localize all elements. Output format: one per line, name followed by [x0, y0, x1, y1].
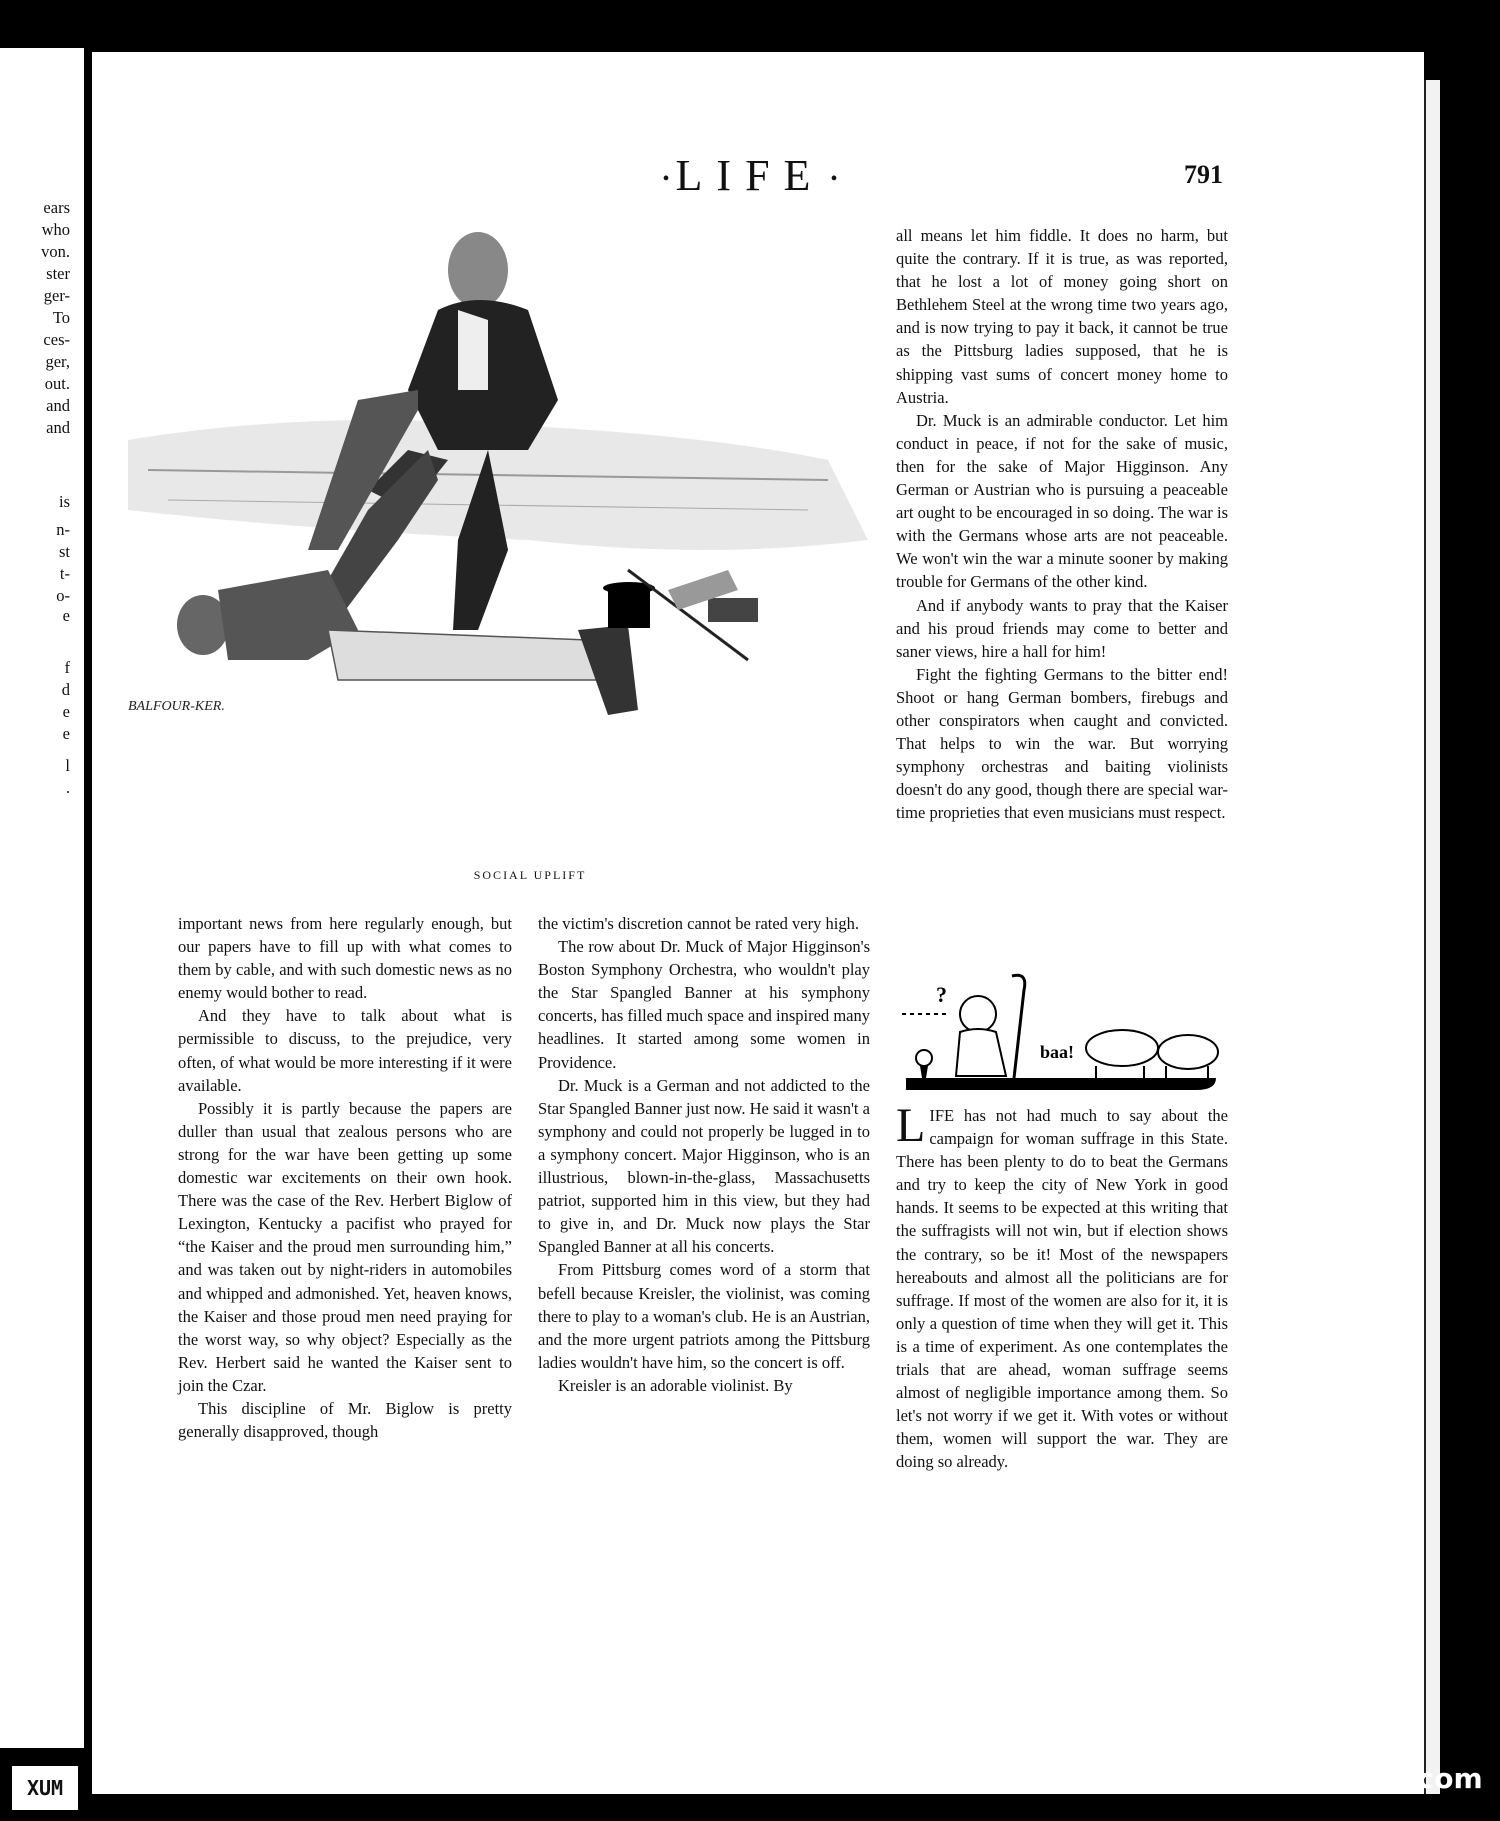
col1-paragraph: important news from here regularly enough, but our papers have to fill up with what comes to them by cable, and with such domestic news as no enemy would bother to read. — [178, 914, 512, 1003]
left-page-fragment: ces- — [43, 330, 70, 349]
col3-paragraph: all means let him fiddle. It does no harm, but quite the contrary. If it is true, as was reported, that he lost a lot of money going short on Bethlehem Steel at the wrong time two years ago, and is now trying to pay it back, it cannot be true as the Pittsburg ladies supposed, that he is shipping vast sums of concert money home to Austria. — [896, 226, 1228, 407]
left-page-fragment: ears — [43, 198, 70, 217]
illustration-caption: SOCIAL UPLIFT — [473, 868, 587, 882]
left-facing-page — [0, 48, 84, 1748]
left-page-fragment: ger- — [43, 286, 70, 305]
left-page-fragment: . — [65, 778, 70, 797]
left-page-fragment: and — [46, 418, 70, 437]
social-uplift-illustration — [108, 210, 878, 860]
left-page-fragment: e — [62, 724, 70, 743]
illustration-signature: BALFOUR-KER. — [128, 699, 225, 714]
col1-paragraph: And they have to talk about what is permissible to discuss, to the prejudice, very often, of what would be more interesting if it were available. — [178, 1006, 512, 1095]
left-page-fragment: who — [41, 220, 70, 239]
left-page-fragment: l — [65, 756, 70, 775]
left-page-fragment: e — [62, 606, 70, 625]
article-column-1 — [178, 912, 512, 1443]
left-page-fragment: ster — [46, 264, 70, 283]
article-column-4 — [896, 1099, 1228, 1474]
left-page-fragment: is — [58, 492, 70, 511]
left-page-fragment: t- — [59, 564, 70, 583]
masthead-dot-icon: • — [830, 168, 838, 191]
suffrage-vignette-drawing — [896, 966, 1232, 1094]
vignette-text: baa! — [1040, 1042, 1075, 1062]
left-page-fragment: o- — [56, 586, 70, 605]
masthead — [0, 150, 1500, 201]
suffrage-text: IFE has not had much to say about the campaign for woman suffrage in this State. There has been plenty to do to beat the Germans and try to keep the city of New York in good hands. It seems to be expected at this writing that the suffragists will not win, but if election shows the contrary, so be it! Most of the newspapers hereabouts and almost all the politicians are for suffrage. If most of the women are also for it, it is only a question of time when they will get it. This is a time of experiment. As one contemplates the trials that are ahead, woman suffrage seems almost of negligible importance among them. So let's not worry if we get it. With votes or without them, women will support the war. They are doing so already. — [896, 1106, 1228, 1472]
col3-paragraph: Dr. Muck is an admirable conductor. Let him conduct in peace, if not for the sake of music, then for the sake of Major Higginson. Any German or Austrian who is pursuing a peaceable art ought to be encouraged in so doing. The war is with the Germans whose arts are not peaceable. We won't win the war a minute sooner by making trouble for Germans of the other kind. — [896, 410, 1228, 592]
left-page-fragment: f — [64, 658, 70, 677]
site-watermark: comicbooks.com — [1222, 1762, 1483, 1795]
col2-paragraph: the victim's discretion cannot be rated very high. — [538, 914, 859, 933]
col2-paragraph: Dr. Muck is a German and not addicted to the Star Spangled Banner just now. He said it wasn't a symphony and could not properly be lugged in to a symphony concert. Major Higginson, who is an illustrious, blown-in-the-glass, Massachusetts patriot, supported him in this view, but they had to give in, and Dr. Muck now plays the Star Spangled Banner at all his concerts. — [538, 1075, 870, 1257]
col2-paragraph: Kreisler is an adorable violinist. By — [558, 1375, 793, 1395]
page-edge — [1424, 80, 1440, 1794]
left-page-fragment: ger, — [45, 352, 70, 371]
left-page-fragment: von. — [41, 242, 70, 261]
col1-paragraph: Possibly it is partly because the papers are duller than usual that zealous persons who are strong for the war have been getting up some domestic war excitements on their own hook. There was the case of the Rev. Herbert Biglow of Lexington, Kentucky a pacifist who prayed for “the Kaiser and the proud men surrounding him,” and was taken out by night-riders in automobiles and whipped and admonished. Yet, heaven knows, the Kaiser and those proud men need praying for the worst way, so why object? Especially as the Rev. Herbert said he wanted the Kaiser sent to join the Czar. — [178, 1098, 512, 1395]
masthead-title: LIFE — [675, 151, 825, 200]
dropcap: L — [896, 1099, 926, 1152]
article-column-2 — [538, 912, 870, 1397]
left-page-fragment: e — [62, 702, 70, 721]
col2-paragraph: From Pittsburg comes word of a storm that befell because Kreisler, the violinist, was coming there to play to a woman's club. He is an Austrian, and the more urgent patriots among the Pittsburg ladies wouldn't have him, so the concert is off. — [538, 1260, 870, 1372]
left-page-fragment: d — [61, 680, 70, 699]
col1-paragraph: This discipline of Mr. Biglow is pretty generally disapproved, though — [178, 1398, 512, 1442]
left-page-fragment: out. — [44, 374, 70, 393]
suffrage-paragraph — [896, 1099, 1228, 1474]
masthead-dot-icon: • — [662, 168, 670, 191]
page-gutter — [84, 48, 92, 1748]
col3-paragraph: And if anybody wants to pray that the Kaiser and his proud friends may come to better and saner views, hire a hall for him! — [896, 595, 1228, 661]
left-page-fragment: To — [52, 308, 70, 327]
page-number: 791 — [1184, 160, 1223, 189]
left-page-fragment: and — [46, 396, 70, 415]
left-page-fragment: n- — [56, 520, 70, 539]
xum-badge: XUM — [10, 1764, 80, 1812]
col3-paragraph: Fight the fighting Germans to the bitter end! Shoot or hang German bombers, firebugs and other conspirators when caught and convicted. That helps to win the war. But worrying symphony orchestras and baiting violinists doesn't do any good, though there are special war-time proprieties that even musicians must respect. — [896, 664, 1228, 823]
svg-text:?: ? — [936, 982, 947, 1007]
article-column-3 — [896, 224, 1228, 824]
col2-paragraph: The row about Dr. Muck of Major Higginson's Boston Symphony Orchestra, who wouldn't play the Star Spangled Banner at his symphony concerts, has filled much space and inspired many headlines. It started among some women in Providence. — [538, 937, 870, 1072]
left-page-fragment: st — [58, 542, 70, 561]
